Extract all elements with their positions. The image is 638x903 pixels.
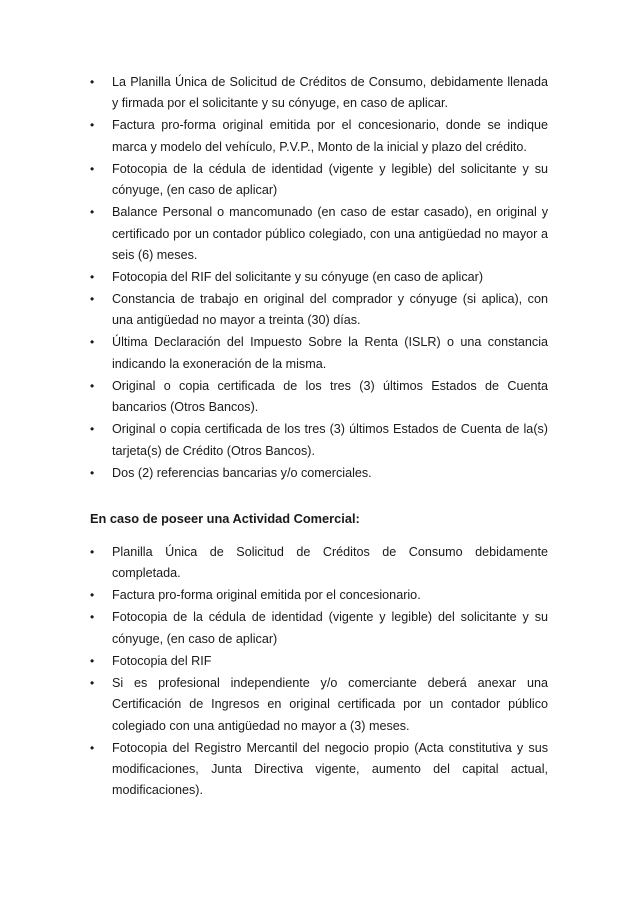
bullet-icon: • [90, 205, 95, 220]
list-item-text: Original o copia certificada de los tres (3) últimos Estados de Cuenta bancarios (Otros Bancos). [112, 378, 548, 415]
list-item-text: Fotocopia del Registro Mercantil del negocio propio (Acta constitutiva y sus modificaciones, Junta Directiva vigente, aumento del capital actual, modificaciones). [112, 740, 548, 798]
list-item-text: Fotocopia del RIF del solicitante y su cónyuge (en caso de aplicar) [112, 270, 484, 285]
list-item-text: Fotocopia de la cédula de identidad (vigente y legible) del solicitante y su cónyuge, (en caso de aplicar) [112, 161, 548, 198]
list-item-text: Dos (2) referencias bancarias y/o comerciales. [112, 465, 372, 480]
list-item [90, 159, 548, 202]
bullet-icon: • [90, 118, 95, 133]
list-item-text: Última Declaración del Impuesto Sobre la Renta (ISLR) o una constancia indicando la exoneración de la misma. [112, 335, 548, 371]
bullet-icon: • [90, 545, 95, 559]
list-item [90, 115, 548, 158]
bullet-icon: • [90, 588, 95, 603]
list-item-text: Factura pro-forma original emitida por el concesionario. [112, 588, 421, 603]
list-item [90, 463, 548, 484]
list-item [90, 542, 548, 585]
list-item [90, 289, 548, 332]
bullet-icon: • [90, 378, 95, 393]
list-item [90, 419, 548, 462]
list-item [90, 267, 548, 288]
bullet-icon: • [90, 675, 95, 690]
commercial-activity-list [90, 542, 548, 802]
list-item [90, 202, 548, 266]
list-item-text: Fotocopia de la cédula de identidad (vigente y legible) del solicitante y su cónyuge, (en caso de aplicar) [112, 610, 548, 646]
list-item [90, 607, 548, 650]
list-item-text: Si es profesional independiente y/o comerciante deberá anexar una Certificación de Ingresos en original certificada por un contador público colegiado con una antigüedad no mayor a (3) meses. [112, 675, 548, 733]
bullet-icon: • [90, 75, 95, 89]
bullet-icon: • [90, 740, 95, 755]
bullet-icon: • [90, 161, 95, 176]
list-item [90, 585, 548, 606]
list-item [90, 376, 548, 419]
bullet-icon: • [90, 335, 95, 350]
list-item-text: Constancia de trabajo en original del comprador y cónyuge (si aplica), con una antigüedad no mayor a treinta (30) días. [112, 292, 548, 328]
list-item-text: Original o copia certificada de los tres (3) últimos Estados de Cuenta de la(s) tarjeta(s) de Crédito (Otros Bancos). [112, 422, 548, 458]
bullet-icon: • [90, 270, 95, 285]
list-item-text: Balance Personal o mancomunado (en caso de estar casado), en original y certificado por un contador público colegiado, con una antigüedad no mayor a seis (6) meses. [112, 205, 548, 263]
list-item [90, 332, 548, 375]
list-item-text: Factura pro-forma original emitida por el concesionario, donde se indique marca y modelo del vehículo, P.V.P., Monto de la inicial y plazo del crédito. [112, 118, 548, 154]
section-heading: En caso de poseer una Actividad Comercial: [90, 511, 360, 526]
bullet-icon: • [90, 653, 95, 668]
requirements-list [90, 72, 548, 485]
list-item-text: La Planilla Única de Solicitud de Créditos de Consumo, debidamente llenada y firmada por el solicitante y su cónyuge, en caso de aplicar. [112, 75, 548, 111]
list-item-text: Fotocopia del RIF [112, 653, 212, 668]
list-item [90, 738, 548, 802]
bullet-icon: • [90, 422, 95, 437]
bullet-icon: • [90, 292, 95, 307]
bullet-icon: • [90, 465, 95, 480]
list-item [90, 673, 548, 737]
list-item [90, 651, 548, 672]
list-item [90, 72, 548, 115]
bullet-icon: • [90, 610, 95, 625]
list-item-text: Planilla Única de Solicitud de Créditos de Consumo debidamente completada. [112, 545, 548, 581]
